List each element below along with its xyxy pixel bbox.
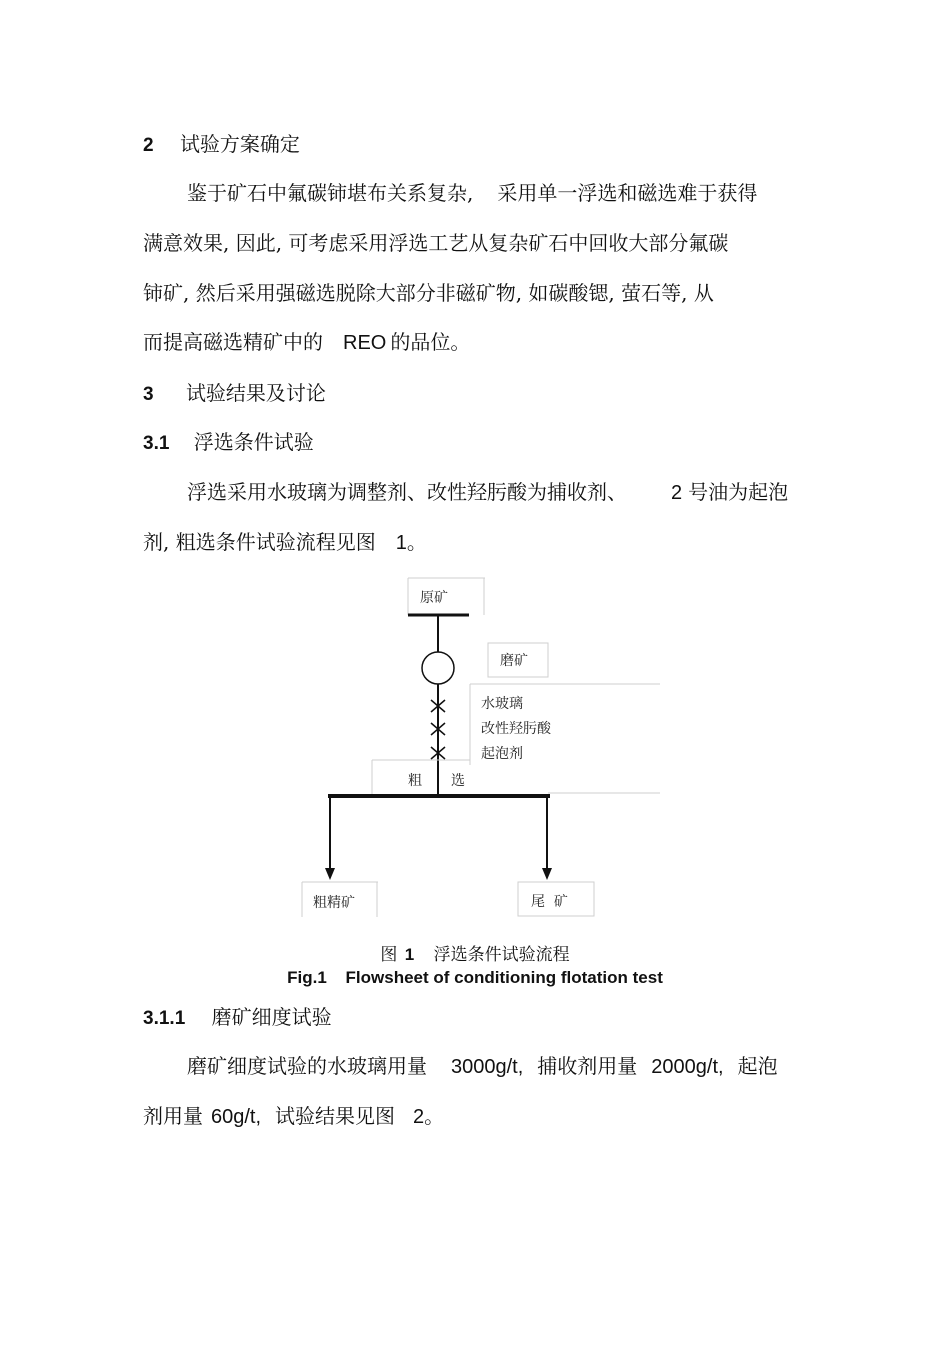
text-segment: 剂用量 <box>143 1104 203 1128</box>
tailings-box <box>518 882 594 916</box>
reagent-2-label: 改性羟肟酸 <box>481 721 551 737</box>
text-segment: 鉴于矿石中氟碳铈堪布关系复杂, <box>187 181 474 205</box>
section-number: 2 <box>143 135 154 156</box>
figure-caption-cn <box>0 940 950 965</box>
section-3-1-1-heading <box>143 1003 332 1033</box>
ore-label: 原矿 <box>420 590 448 606</box>
paragraph-line: 满意效果, 因此, 可考虑采用浮选工艺从复杂矿石中回收大部分氟碳 <box>143 231 729 255</box>
text-segment: REO <box>343 332 387 354</box>
grinding-label: 磨矿 <box>500 653 528 669</box>
concentrate-box <box>302 882 378 917</box>
text-segment: 而提高磁选精矿中的 <box>143 330 323 354</box>
reagent-1-label: 水玻璃 <box>481 696 523 712</box>
text-segment: 2 <box>671 482 683 504</box>
caption-label: Fig.1 <box>287 968 327 987</box>
section-number: 3.1.1 <box>143 1008 186 1029</box>
text-segment: 试验结果见图 <box>275 1104 396 1128</box>
rougher-label-a: 粗 <box>408 773 422 789</box>
text-segment: 起泡 <box>737 1054 778 1078</box>
tailings-label: 尾 矿 <box>531 894 568 910</box>
arrow-down-icon <box>325 868 335 880</box>
rougher-box <box>372 760 660 795</box>
caption-title: Flowsheet of conditioning flotation test <box>345 968 663 987</box>
arrow-down-icon <box>542 868 552 880</box>
text-segment: 磨矿细度试验的水玻璃用量 <box>187 1054 427 1078</box>
caption-title: 浮选条件试验流程 <box>433 945 570 965</box>
section-title: 浮选条件试验 <box>193 430 314 454</box>
reagent-3-label: 起泡剂 <box>481 746 523 762</box>
ore-box <box>408 578 485 615</box>
text-segment: 2000g/t, <box>651 1056 724 1078</box>
caption-number: 1 <box>404 945 415 964</box>
text-segment: 2。 <box>413 1106 445 1128</box>
caption-prefix: 图 <box>380 945 398 965</box>
text-segment: 3000g/t, <box>451 1056 524 1078</box>
paragraph-line <box>187 1052 778 1081</box>
text-segment: 的品位。 <box>390 330 471 354</box>
reagent-box <box>470 684 660 765</box>
paragraph-line <box>143 1102 444 1131</box>
section-title: 试验方案确定 <box>179 132 300 156</box>
figure-caption-en <box>0 968 950 988</box>
text-segment: 60g/t, <box>211 1106 262 1128</box>
text-segment: 浮选采用水玻璃为调整剂、改性羟肟酸为捕收剂、 <box>187 480 627 504</box>
section-title: 磨矿细度试验 <box>211 1005 332 1029</box>
text-segment: 采用单一浮选和磁选难于获得 <box>497 181 758 205</box>
concentrate-label: 粗精矿 <box>313 895 355 911</box>
text-segment: 1。 <box>395 532 427 554</box>
section-title: 试验结果及讨论 <box>185 381 326 405</box>
section-number: 3 <box>143 384 154 405</box>
text-segment: 剂, 粗选条件试验流程见图 <box>143 530 376 554</box>
text-segment: 号油为起泡 <box>688 480 789 504</box>
grinding-box <box>488 643 548 677</box>
rougher-label-b: 选 <box>451 773 465 789</box>
section-number: 3.1 <box>143 433 170 454</box>
grinding-mill-symbol <box>422 652 454 684</box>
paragraph-line: 铈矿, 然后采用强磁选脱除大部分非磁矿物, 如碳酸锶, 萤石等, 从 <box>143 281 714 305</box>
text-segment: 捕收剂用量 <box>537 1054 638 1078</box>
